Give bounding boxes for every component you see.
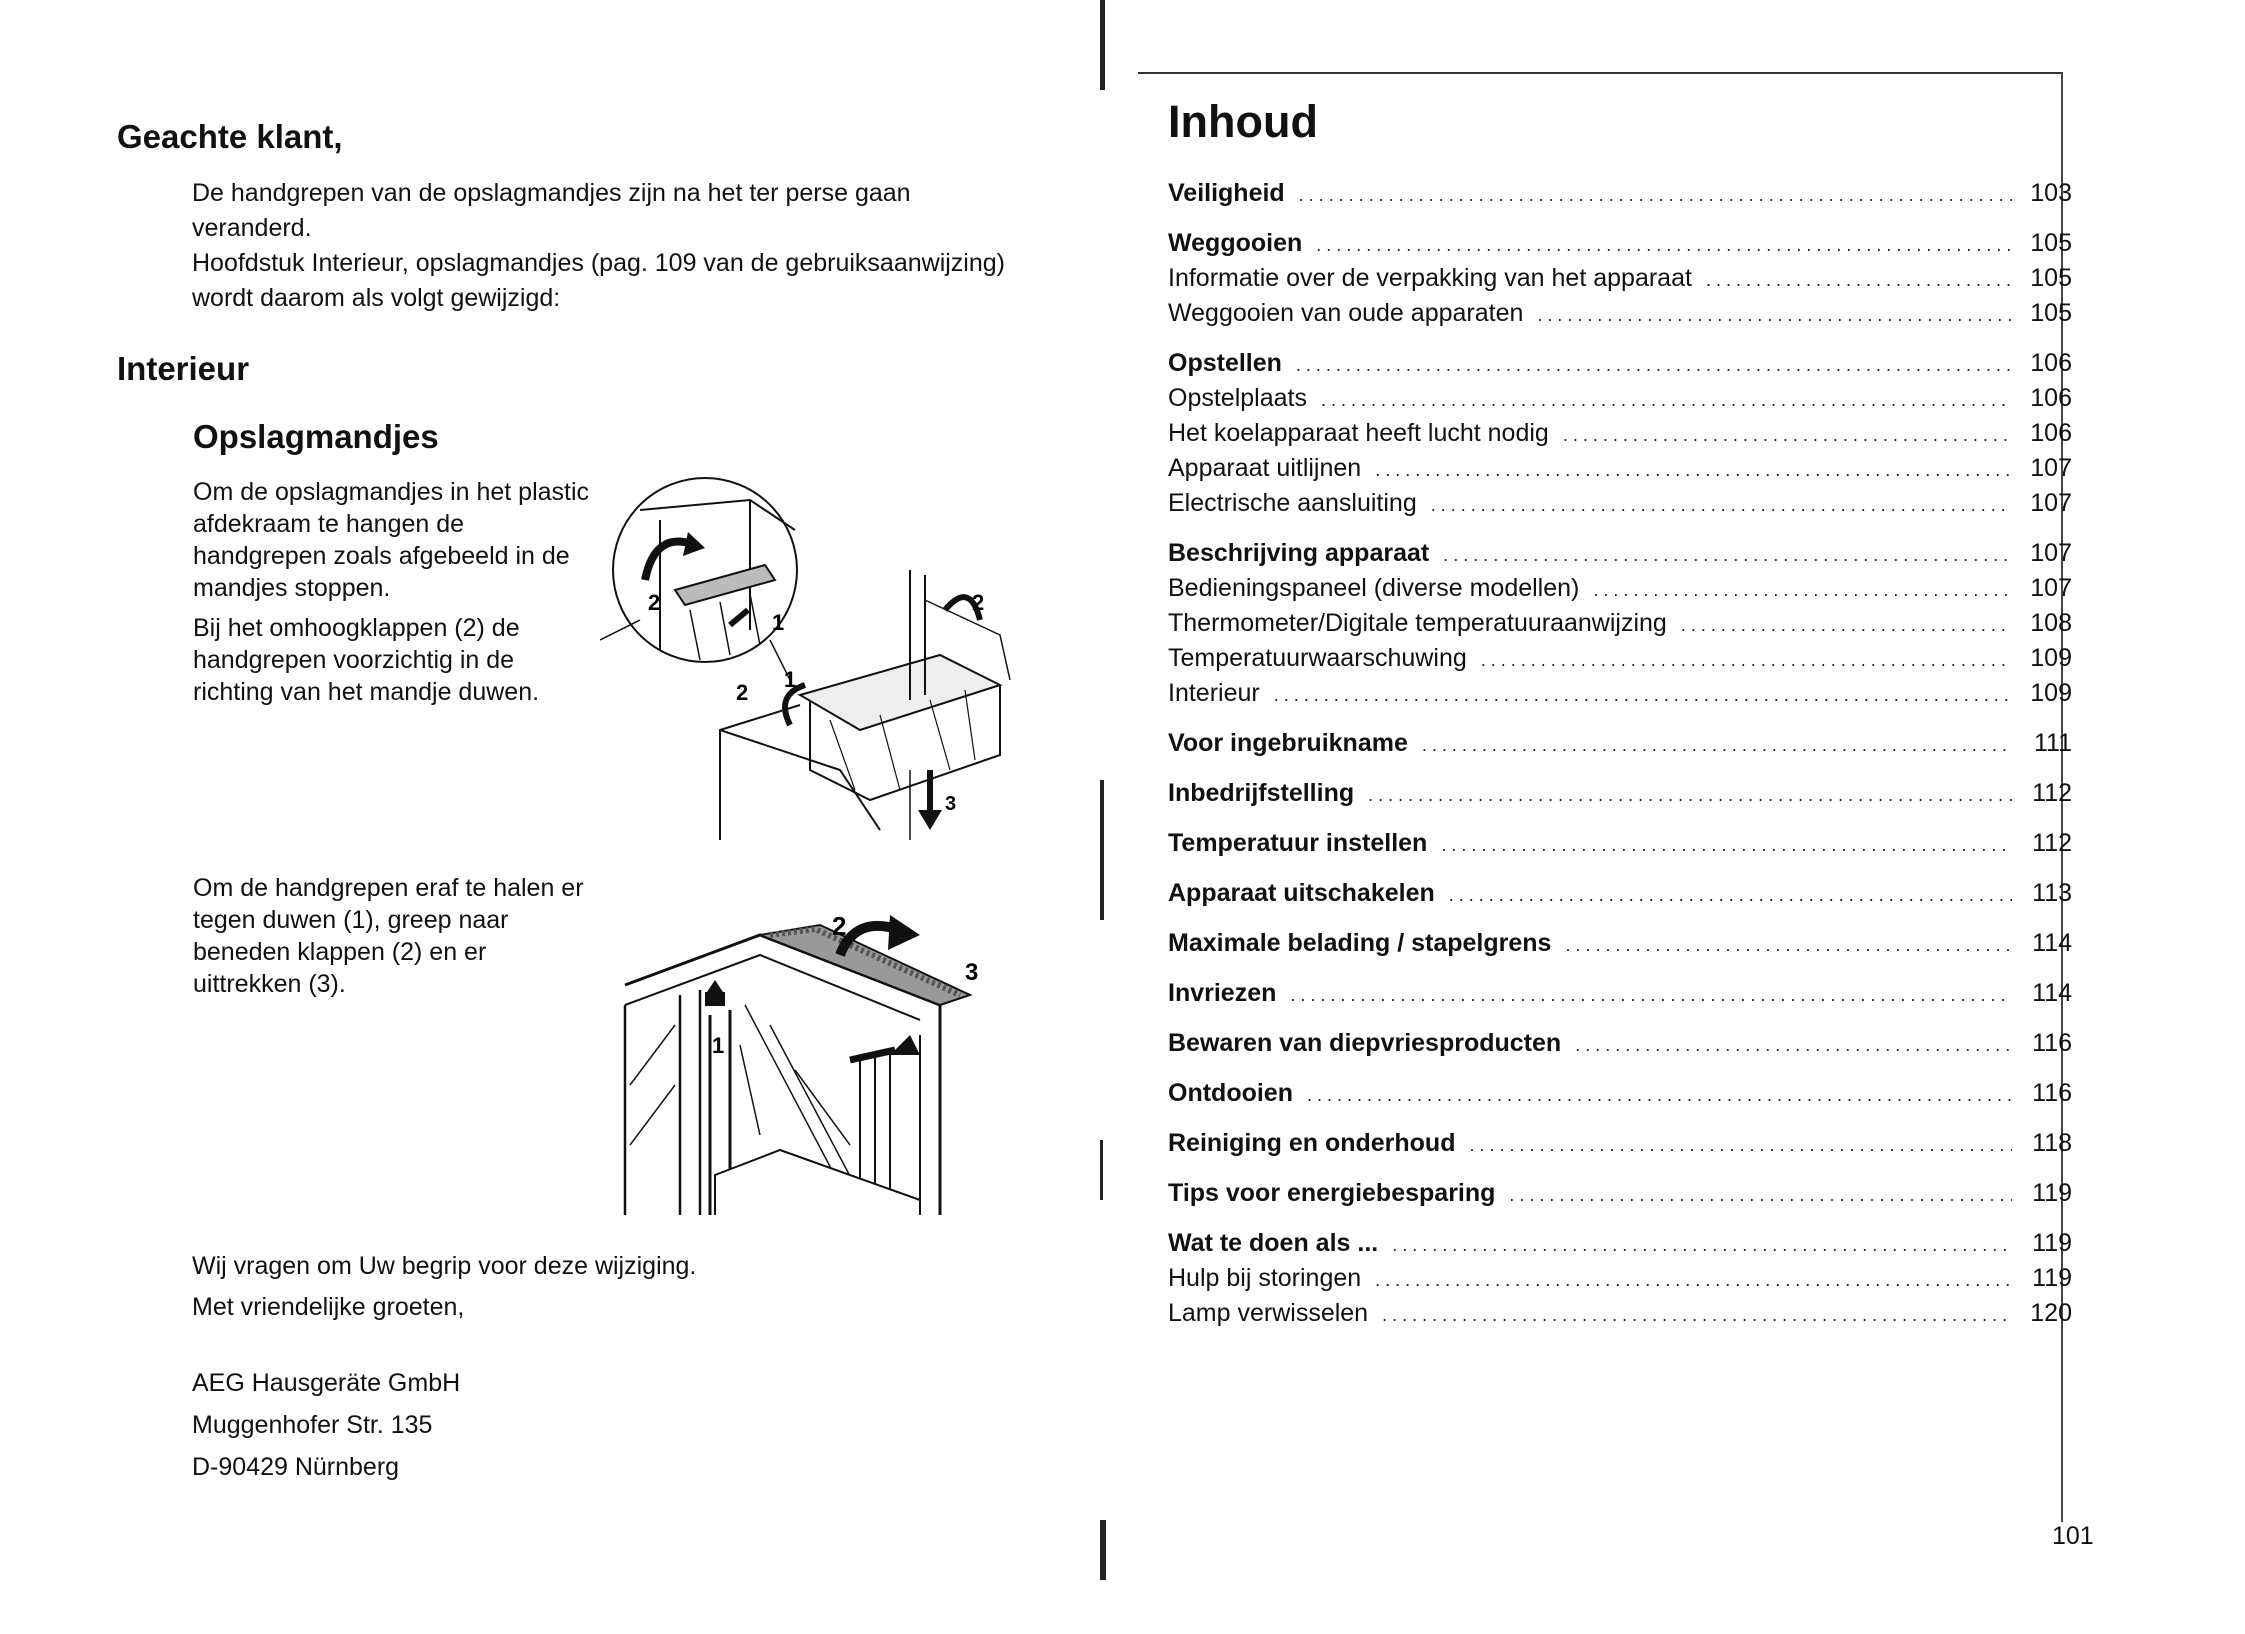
toc-entry-title: Temperatuur instellen xyxy=(1168,829,1428,857)
toc-chapter-entry xyxy=(1168,726,2072,761)
toc-group xyxy=(1168,1026,2072,1061)
toc-entry-page: 106 xyxy=(2030,349,2072,377)
toc-frame-top-rule xyxy=(1138,72,2062,74)
toc-entry-page: 119 xyxy=(2032,1264,2072,1292)
toc-group xyxy=(1168,176,2072,211)
toc-dot-leader xyxy=(1307,1078,2012,1113)
toc-entry-title: Tips voor energiebesparing xyxy=(1168,1179,1496,1207)
toc-entry-page: 108 xyxy=(2030,609,2072,637)
toc-group xyxy=(1168,1076,2072,1111)
toc-entry-page: 107 xyxy=(2030,574,2072,602)
toc-dot-leader xyxy=(1565,928,2012,963)
toc-entry-page: 106 xyxy=(2030,384,2072,412)
toc-entry-title: Weggooien xyxy=(1168,229,1303,257)
toc-dot-leader xyxy=(1368,778,2012,813)
toc-entry-title: Temperatuurwaarschuwing xyxy=(1168,644,1467,672)
company-address xyxy=(192,1362,460,1488)
toc-entry-title: Bedieningspaneel (diverse modellen) xyxy=(1168,574,1580,602)
handle-removal-illustration xyxy=(620,895,1010,1215)
toc-dot-leader xyxy=(1469,1128,2012,1163)
toc-entry-page: 103 xyxy=(2030,179,2072,207)
toc-entry-title: Beschrijving apparaat xyxy=(1168,539,1430,567)
figure-label: 3 xyxy=(945,793,957,815)
toc-entry-title: Maximale belading / stapelgrens xyxy=(1168,929,1552,957)
toc-entry-title: Interieur xyxy=(1168,679,1260,707)
toc-dot-leader xyxy=(1316,228,2012,263)
fit-instruction-2: Bij het omhoogklappen (2) de handgrepen voorzichtig in de richting van het mandje duwen. xyxy=(193,614,540,706)
toc-chapter-entry xyxy=(1168,536,2072,571)
toc-dot-leader xyxy=(1375,1263,2012,1298)
toc-dot-leader xyxy=(1441,828,2012,863)
figure-label: 1 xyxy=(772,610,785,635)
toc-entry-title: Electrische aansluiting xyxy=(1168,489,1417,517)
toc-subentry xyxy=(1168,641,2072,676)
toc-subentry xyxy=(1168,1296,2072,1331)
toc-group xyxy=(1168,1176,2072,1211)
toc-entry-page: 112 xyxy=(2032,829,2072,857)
toc-entry-page: 107 xyxy=(2030,539,2072,567)
toc-dot-leader xyxy=(1296,348,2012,383)
toc-entry-page: 119 xyxy=(2032,1229,2072,1257)
toc-entry-page: 109 xyxy=(2030,644,2072,672)
basket-fitting-illustration xyxy=(600,470,1020,840)
toc-entry-title: Voor ingebruikname xyxy=(1168,729,1408,757)
toc-subentry xyxy=(1168,676,2072,711)
toc-entry-page: 113 xyxy=(2032,879,2072,907)
toc-chapter-entry xyxy=(1168,1176,2072,1211)
toc-chapter-entry xyxy=(1168,346,2072,381)
figure-label: 1 xyxy=(784,667,797,692)
closing-line-1: Wij vragen om Uw begrip voor deze wijziging. xyxy=(192,1252,697,1280)
toc-entry-title: Invriezen xyxy=(1168,979,1277,1007)
toc-entry-title: Ontdooien xyxy=(1168,1079,1293,1107)
toc-entry-page: 120 xyxy=(2030,1299,2072,1327)
toc-entry-page: 105 xyxy=(2030,229,2072,257)
toc-group xyxy=(1168,536,2072,711)
toc-dot-leader xyxy=(1422,728,2012,763)
greeting-heading: Geachte klant, xyxy=(117,118,343,155)
toc-entry-page: 107 xyxy=(2030,454,2072,482)
toc-dot-leader xyxy=(1509,1178,2012,1213)
section-heading-interieur: Interieur xyxy=(117,350,250,387)
toc-entry-page: 106 xyxy=(2030,419,2072,447)
table-of-contents xyxy=(1168,176,2072,1346)
toc-entry-page: 111 xyxy=(2033,729,2072,757)
toc-chapter-entry xyxy=(1168,1226,2072,1261)
toc-entry-title: Inbedrijfstelling xyxy=(1168,779,1355,807)
toc-dot-leader xyxy=(1575,1028,2012,1063)
figure-label: 2 xyxy=(832,911,847,941)
toc-chapter-entry xyxy=(1168,776,2072,811)
toc-dot-leader xyxy=(1481,643,2012,678)
toc-group xyxy=(1168,226,2072,331)
figure-label: 2 xyxy=(972,590,985,615)
toc-dot-leader xyxy=(1431,488,2012,523)
toc-dot-leader xyxy=(1382,1298,2012,1333)
toc-entry-title: Opstellen xyxy=(1168,349,1282,377)
toc-entry-title: Hulp bij storingen xyxy=(1168,1264,1362,1292)
page-number: 101 xyxy=(2052,1522,2094,1550)
toc-dot-leader xyxy=(1375,453,2012,488)
toc-chapter-entry xyxy=(1168,1126,2072,1161)
toc-dot-leader xyxy=(1563,418,2012,453)
toc-subentry xyxy=(1168,416,2072,451)
toc-title: Inhoud xyxy=(1168,96,1318,147)
toc-entry-page: 105 xyxy=(2030,299,2072,327)
toc-entry-title: Het koelapparaat heeft lucht nodig xyxy=(1168,419,1549,447)
toc-subentry xyxy=(1168,296,2072,331)
toc-group xyxy=(1168,776,2072,811)
toc-group xyxy=(1168,976,2072,1011)
toc-chapter-entry xyxy=(1168,226,2072,261)
left-page xyxy=(0,0,1090,1634)
toc-subentry xyxy=(1168,261,2072,296)
toc-entry-page: 116 xyxy=(2032,1079,2072,1107)
toc-chapter-entry xyxy=(1168,976,2072,1011)
toc-subentry xyxy=(1168,486,2072,521)
toc-dot-leader xyxy=(1299,178,2012,213)
address-line: Muggenhofer Str. 135 xyxy=(192,1411,433,1439)
toc-entry-title: Thermometer/Digitale temperatuuraanwijzing xyxy=(1168,609,1667,637)
toc-entry-page: 109 xyxy=(2030,679,2072,707)
toc-entry-page: 114 xyxy=(2032,929,2072,957)
toc-entry-title: Bewaren van diepvriesproducten xyxy=(1168,1029,1562,1057)
toc-group xyxy=(1168,826,2072,861)
toc-group xyxy=(1168,1226,2072,1331)
toc-dot-leader xyxy=(1290,978,2012,1013)
figure-label: 1 xyxy=(712,1033,725,1058)
toc-dot-leader xyxy=(1706,263,2012,298)
toc-dot-leader xyxy=(1593,573,2012,608)
toc-chapter-entry xyxy=(1168,1076,2072,1111)
toc-entry-page: 112 xyxy=(2032,779,2072,807)
remove-instruction: Om de handgrepen eraf te halen er tegen duwen (1), greep naar beneden klappen (2) en er uittrekken (3). xyxy=(193,874,584,998)
toc-entry-title: Informatie over de verpakking van het apparaat xyxy=(1168,264,1692,292)
toc-entry-title: Apparaat uitschakelen xyxy=(1168,879,1435,907)
toc-chapter-entry xyxy=(1168,926,2072,961)
toc-subentry xyxy=(1168,606,2072,641)
toc-subentry xyxy=(1168,1261,2072,1296)
toc-group xyxy=(1168,346,2072,521)
toc-entry-page: 118 xyxy=(2032,1129,2072,1157)
toc-dot-leader xyxy=(1274,678,2012,713)
toc-dot-leader xyxy=(1392,1228,2012,1263)
toc-dot-leader xyxy=(1681,608,2012,643)
address-line: D-90429 Nürnberg xyxy=(192,1453,400,1481)
figure-label: 2 xyxy=(648,590,661,615)
toc-group xyxy=(1168,1126,2072,1161)
toc-group xyxy=(1168,726,2072,761)
toc-dot-leader xyxy=(1537,298,2012,333)
toc-entry-page: 107 xyxy=(2030,489,2072,517)
toc-entry-page: 105 xyxy=(2030,264,2072,292)
toc-chapter-entry xyxy=(1168,826,2072,861)
toc-entry-title: Veiligheid xyxy=(1168,179,1285,207)
toc-chapter-entry xyxy=(1168,876,2072,911)
subsection-heading-opslagmandjes: Opslagmandjes xyxy=(193,418,439,455)
toc-dot-leader xyxy=(1321,383,2012,418)
toc-dot-leader xyxy=(1449,878,2012,913)
figure-label: 2 xyxy=(736,680,749,705)
book-spine xyxy=(1086,0,1122,1634)
toc-chapter-entry xyxy=(1168,176,2072,211)
toc-dot-leader xyxy=(1443,538,2012,573)
toc-chapter-entry xyxy=(1168,1026,2072,1061)
closing-line-2: Met vriendelijke groeten, xyxy=(192,1293,465,1321)
toc-entry-title: Lamp verwisselen xyxy=(1168,1299,1369,1327)
toc-entry-page: 119 xyxy=(2032,1179,2072,1207)
toc-entry-title: Weggooien van oude apparaten xyxy=(1168,299,1524,327)
toc-entry-page: 116 xyxy=(2032,1029,2072,1057)
toc-entry-page: 114 xyxy=(2032,979,2072,1007)
intro-paragraph-2: Hoofdstuk Interieur, opslagmandjes (pag. 109 van de gebruiksaanwijzing) wordt daarom als volgt gewijzigd: xyxy=(192,249,1005,312)
intro-paragraph-1: De handgrepen van de opslagmandjes zijn na het ter perse gaan veranderd. xyxy=(192,179,911,242)
toc-entry-title: Wat te doen als ... xyxy=(1168,1229,1379,1257)
fit-instruction-1: Om de opslagmandjes in het plastic afdekraam te hangen de handgrepen zoals afgebeeld in de mandjes stoppen. xyxy=(193,478,590,602)
toc-group xyxy=(1168,926,2072,961)
toc-subentry xyxy=(1168,381,2072,416)
toc-subentry xyxy=(1168,571,2072,606)
toc-entry-title: Opstelplaats xyxy=(1168,384,1307,412)
toc-group xyxy=(1168,876,2072,911)
address-line: AEG Hausgeräte GmbH xyxy=(192,1369,461,1397)
toc-entry-title: Apparaat uitlijnen xyxy=(1168,454,1362,482)
toc-subentry xyxy=(1168,451,2072,486)
toc-entry-title: Reiniging en onderhoud xyxy=(1168,1129,1456,1157)
figure-label: 3 xyxy=(965,959,979,986)
